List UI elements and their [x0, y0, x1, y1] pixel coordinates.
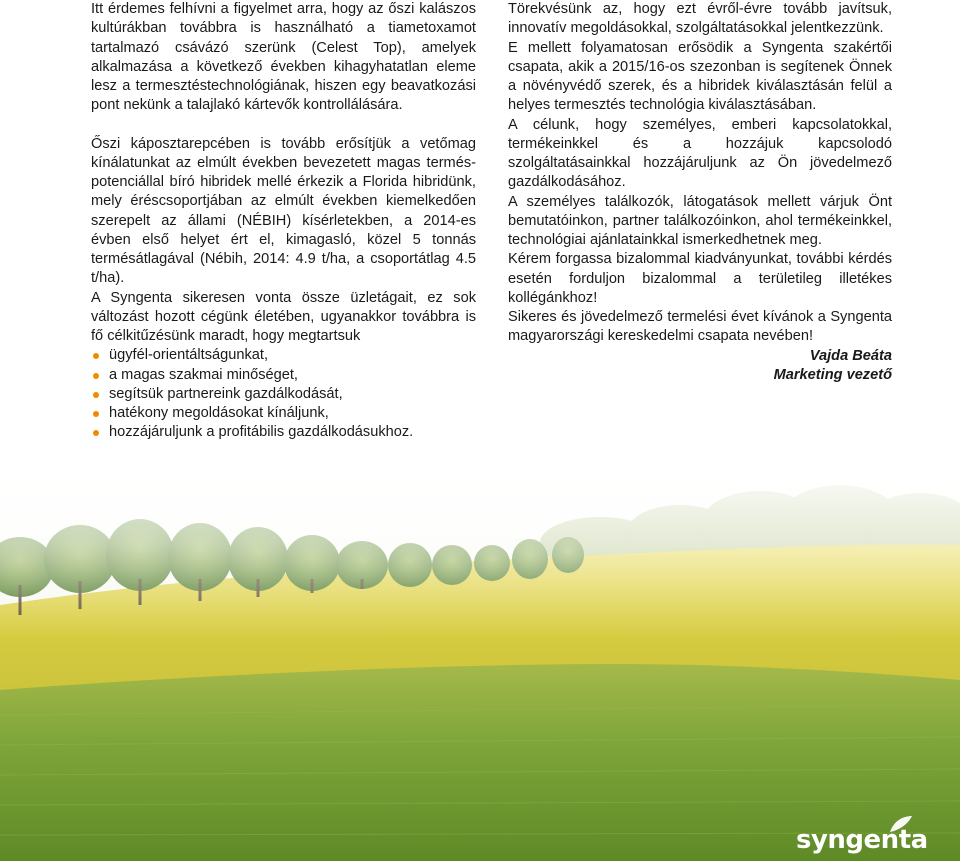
signature-title: Marketing vezető — [773, 367, 892, 384]
list-item: hozzájáruljunk a profitábilis gazdálkodásukhoz. — [91, 423, 476, 442]
signature — [640, 347, 892, 386]
left-column — [91, 0, 476, 443]
right-paragraph-5: Kérem forgassa bizalommal kiadványunkat, további kérdés esetén forduljon bizalommal a területileg illetékes kollégánkhoz! — [508, 251, 892, 306]
syngenta-leaf-icon — [888, 814, 914, 836]
list-item: segítsük partnereink gazdálkodását, — [91, 385, 476, 404]
left-paragraph-2: Őszi káposztarepcében is tovább erősítjük a vetőmag kínálatunkat az elmúlt években bevezetett magas termés-potenciállal bíró hibridek mellé érkezik a Florida hibridünk, mely éréscsoportjában az elmúlt években kiemelkedően szerepelt az állami (NÉBIH) kísérletekben, a 2014-es évben első helyet ért el, kimagasló, közel 5 tonnás termésátlagával (Nébih, 2014: 4.9 t/ha, a csoportátlag 4.5 t/ha). — [91, 135, 476, 287]
right-column — [508, 0, 892, 347]
right-paragraph-6: Sikeres és jövedelmező termelési évet kívánok a Syngenta magyarországi kereskedelmi csapata nevében! — [508, 309, 892, 345]
signature-name: Vajda Beáta — [809, 348, 892, 364]
logo-text: syngenta — [796, 825, 928, 855]
goals-list — [91, 346, 476, 442]
list-item: hatékony megoldásokat kínáljunk, — [91, 404, 476, 423]
landscape-photo — [0, 455, 960, 861]
left-paragraph-3: A Syngenta sikeresen vonta össze üzletágait, ez sok változást hozott cégünk életében, ugyanakkor továbbra is fő célkitűzésünk maradt, hogy megtartsuk — [91, 289, 476, 344]
syngenta-logo — [796, 822, 928, 858]
right-paragraph-4: A személyes találkozók, látogatások mellett várjuk Önt bemutatóinkon, partner találkozóinkon, ahol termékeinkkel, technológiai ajánlatainkkal ismerkedhetnek meg. — [508, 193, 892, 248]
right-paragraph-2: E mellett folyamatosan erősödik a Syngenta szakértői csapata, akik a 2015/16-os szezonban is segítenek Önnek a növényvédő szerek, és a hibridek kiválasztásán felül a helyes termesztés technológia kiválasztásában. — [508, 39, 892, 114]
left-paragraph-1: Itt érdemes felhívni a figyelmet arra, hogy az őszi kalászos kultúrákban továbbra is használható a tiametoxamot tartalmazó csávázó szerünk (Celest Top), amelyek alkalmazása a következő években kihagyhatatlan eleme lesz a termesztéstechnológiának, hiszen egy beavatkozási pont nekünk a talajlakó kártevők kontrollálására. — [91, 1, 476, 114]
list-item: ügyfél-orientáltságunkat, — [91, 346, 476, 365]
right-paragraph-3: A célunk, hogy személyes, emberi kapcsolatokkal, termékeinkkel és a hozzájuk kapcsolodó szolgáltatásainkkal hozzájáruljunk az Ön jövedelmező gazdálkodásához. — [508, 116, 892, 191]
right-paragraph-1: Törekvésünk az, hogy ezt évről-évre tovább javítsuk, innovatív megoldásokkal, szolgáltatásokkal jelentkezzünk. — [508, 1, 892, 37]
list-item: a magas szakmai minőséget, — [91, 366, 476, 385]
